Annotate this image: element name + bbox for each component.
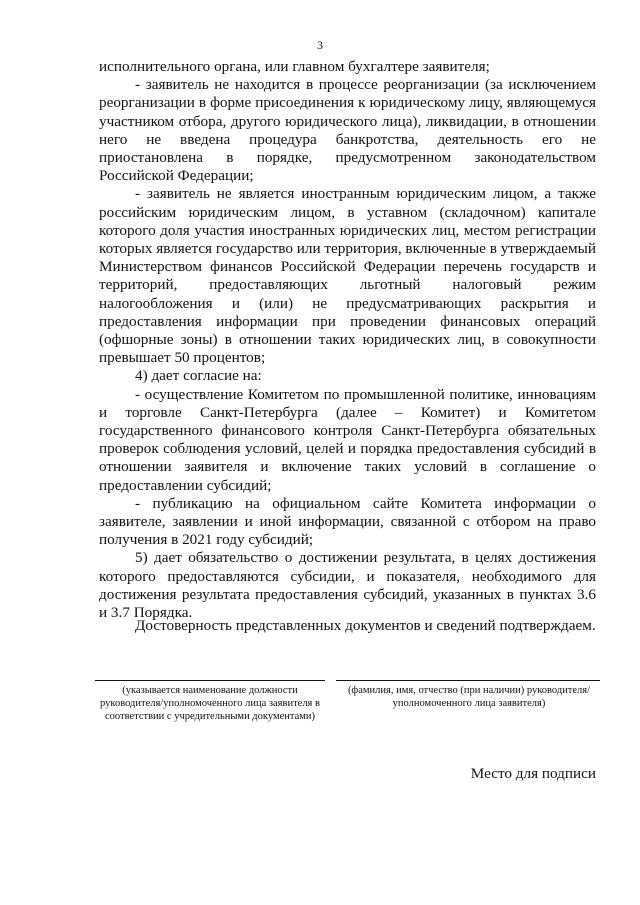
paragraph: - заявитель не находится в процессе реорганизации (за исключением реорганизации в форме присоединения к юридическому лицу, являющемуся участником отбора, другого юридического лица), ликвидации, в отношении него не введена процедура банкротства, деятельность его не приостановлена в порядке, предусмотренном законодательством Российской Федерации;	[99, 76, 596, 185]
signature-place-label: Место для подписи	[470, 765, 596, 782]
position-caption: (указывается наименование должности руководителя/уполномоченного лица заявителя в соответствии с учредительными документами)	[100, 685, 320, 722]
paragraph: исполнительного органа, или главном бухгалтере заявителя;	[99, 58, 490, 75]
confirmation-text: Достоверность представленных документов и сведений подтверждаем.	[135, 617, 596, 634]
paragraph: - публикацию на официальном сайте Комитета информации о заявителе, заявлении и иной информации, связанной с отбором на право получения в 2021 году субсидий;	[99, 494, 596, 549]
paragraph: - осуществление Комитетом по промышленной политике, инновациям и торговле Санкт-Петербурга (далее – Комитет) и Комитетом государственного финансового контроля Санкт-Петербурга обязательных проверок соблюдения условий, целей и порядка предоставления субсидий в отношении заявителя и включение таких условий в соглашение о предоставлении субсидий;	[99, 385, 596, 494]
page-number: 3	[317, 38, 323, 52]
position-signature-line	[95, 680, 325, 681]
paragraph: 4) дает согласие на:	[135, 367, 262, 385]
paragraph: 5) дает обязательство о достижении результата, в целях достижения которого предоставляются субсидии, и показателя, необходимого для достижения результата предоставления субсидий, указанных в пунктах 3.6 и 3.7 Порядка.	[99, 549, 596, 622]
confirmation-statement	[99, 617, 596, 635]
document-body	[99, 58, 596, 622]
name-caption: (фамилия, имя, отчество (при наличии) руководителя/уполномоченного лица заявителя)	[347, 685, 591, 709]
paragraph: - заявитель не является иностранным юридическим лицом, а также российским юридическим лицом, в уставном (складочном) капитале которого доля участия иностранных юридических лиц, местом регистрации которых является государство или территория, включенные в утверждаемый Министерством финансов Российской Федерации перечень государств и территорий, предоставляющих льготный налоговый режим налогообложения и (или) не предусматривающих раскрытия и предоставления информации при проведении финансовых операций (офшорные зоны) в отношении таких юридических лиц, в совокупности превышает 50 процентов;	[99, 185, 596, 367]
name-signature-line	[336, 680, 600, 681]
